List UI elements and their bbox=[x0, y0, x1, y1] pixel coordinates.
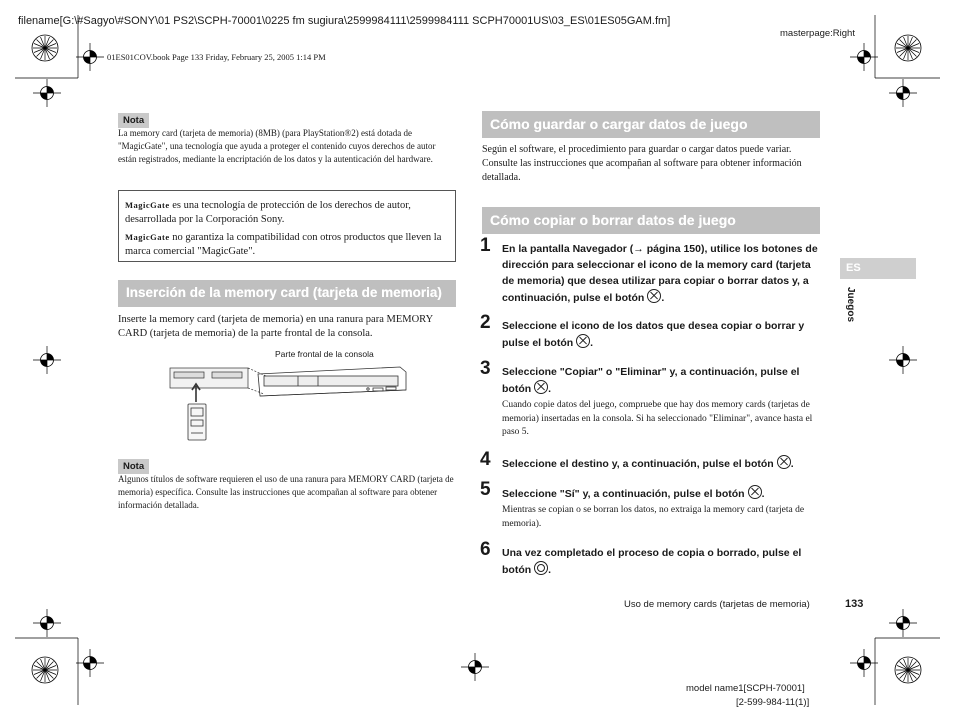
nota-label: Nota bbox=[118, 113, 149, 128]
nota-text-1b: "MagicGate", una tecnología que ayuda a proteger el contenido cuyos derechos de autor están registrados, mediante la encriptación de los datos y la autenticación del hardware. bbox=[118, 141, 436, 164]
step-end-period: . bbox=[761, 488, 765, 500]
cross-button-icon bbox=[576, 334, 590, 348]
step-text bbox=[502, 318, 820, 351]
step-number: 1 bbox=[480, 235, 491, 256]
cross-button-icon bbox=[748, 485, 762, 499]
magicgate-para-2 bbox=[125, 230, 449, 259]
console-figure bbox=[168, 358, 413, 444]
step-end-period: . bbox=[548, 564, 552, 576]
magicgate-line-1: es una tecnología de protección de los derechos de autor, desarrollada por la Corporación Sony. bbox=[125, 200, 411, 225]
step-note: Cuando copie datos del juego, compruebe que hay dos memory cards (tarjetas de memoria) insertadas en la consola. Si ha seleccionado "Eliminar", avance hasta el paso 5. bbox=[502, 400, 813, 437]
step-text bbox=[502, 455, 820, 472]
page-number: 133 bbox=[845, 598, 864, 610]
cross-button-icon bbox=[647, 289, 661, 303]
section-side-label bbox=[838, 287, 862, 347]
step-text bbox=[502, 485, 820, 502]
step-end-period: . bbox=[590, 337, 594, 349]
nota-text-1 bbox=[118, 127, 456, 166]
insert-section-heading bbox=[118, 280, 456, 307]
nota-label: Nota bbox=[118, 459, 149, 474]
language-tab-label: ES bbox=[846, 262, 861, 274]
model-name: model name1[SCPH-70001] bbox=[686, 683, 805, 694]
step-text bbox=[502, 364, 820, 397]
step-note: Mientras se copian o se borran los datos, no extraiga la memory card (tarjeta de memoria). bbox=[502, 505, 805, 529]
cross-button-icon bbox=[534, 380, 548, 394]
step-text bbox=[502, 545, 820, 578]
magicgate-line-2: no garantiza la compatibilidad con otros productos que lleven la marca comercial "MagicGate". bbox=[125, 232, 442, 257]
step-text-body: Seleccione "Copiar" o "Eliminar" y, a continuación, pulse el botón bbox=[502, 366, 800, 395]
step-text bbox=[502, 241, 820, 306]
step-number: 6 bbox=[480, 539, 491, 560]
cross-button-icon bbox=[777, 455, 791, 469]
circle-button-icon bbox=[534, 561, 548, 575]
nota-text-1a: La memory card (tarjeta de memoria) (8MB) (para PlayStation®2) está dotada de bbox=[118, 128, 412, 138]
step-end-period: . bbox=[661, 292, 665, 304]
magicgate-box bbox=[118, 190, 456, 262]
nota-badge-2 bbox=[118, 456, 149, 474]
step-number: 2 bbox=[480, 312, 491, 333]
console-icon bbox=[258, 367, 406, 396]
save-section-heading bbox=[482, 111, 820, 138]
step-text-body: En la pantalla Navegador (→ página 150), utilice los botones de dirección para seleccionar el icono de la memory card (tarjeta de memoria) que desea utilizar para copiar o borrar datos y, a continuación, pulse el botón bbox=[502, 243, 818, 304]
magicgate-logo: MagicGate bbox=[125, 232, 170, 242]
copy-section-heading-text: Cómo copiar o borrar datos de juego bbox=[490, 212, 736, 228]
step-text-body: Seleccione "Sí" y, a continuación, pulse el botón bbox=[502, 488, 745, 500]
step-end-period: . bbox=[548, 383, 552, 395]
insert-section-text: Inserte la memory card (tarjeta de memoria) en una ranura para MEMORY CARD (tarjeta de memoria) de la parte frontal de la consola. bbox=[118, 314, 433, 339]
step-number: 5 bbox=[480, 479, 491, 500]
nota-text-2: Algunos títulos de software requieren el uso de una ranura para MEMORY CARD (tarjeta de memoria) específica. Consulte las instrucciones que acompañan al software para obtener información detallada. bbox=[118, 474, 454, 510]
magicgate-logo: MagicGate bbox=[125, 200, 170, 210]
memory-card-slot-icon bbox=[170, 368, 266, 394]
model-code: [2-599-984-11(1)] bbox=[736, 697, 810, 708]
magicgate-para-1 bbox=[125, 198, 449, 227]
nota-badge-1 bbox=[118, 110, 149, 128]
figure-label: Parte frontal de la consola bbox=[275, 349, 374, 359]
step-number: 4 bbox=[480, 449, 491, 470]
save-section-text: Según el software, el procedimiento para guardar o cargar datos puede variar. Consulte las instrucciones que acompañan al software para obtener información detallada. bbox=[482, 144, 802, 183]
step-end-period: . bbox=[790, 458, 794, 470]
section-side-label-text: Juegos bbox=[845, 287, 856, 323]
book-info-line: 01ES01COV.book Page 133 Friday, February 25, 2005 1:14 PM bbox=[107, 52, 326, 62]
filename-line: filename[G:\#Sagyo\#SONY\01 PS2\SCPH-70001\0225 fm sugiura\2599984111\2599984111 SCPH70001US\03_ES\01ES05GAM.fm] bbox=[18, 15, 671, 27]
copy-section-heading bbox=[482, 207, 820, 234]
memory-card-icon bbox=[188, 404, 206, 440]
insert-section-heading-text: Inserción de la memory card (tarjeta de memoria) bbox=[126, 285, 442, 300]
masterpage-label: masterpage:Right bbox=[780, 28, 855, 39]
step-text-body: Una vez completado el proceso de copia o borrado, pulse el botón bbox=[502, 547, 802, 576]
step-number: 3 bbox=[480, 358, 491, 379]
footer-section-title: Uso de memory cards (tarjetas de memoria) bbox=[624, 599, 810, 610]
save-section-heading-text: Cómo guardar o cargar datos de juego bbox=[490, 116, 748, 132]
step-text-body: Seleccione el destino y, a continuación, pulse el botón bbox=[502, 458, 774, 470]
language-tab bbox=[840, 258, 916, 279]
step-text-body: Seleccione el icono de los datos que desea copiar o borrar y pulse el botón bbox=[502, 320, 805, 349]
